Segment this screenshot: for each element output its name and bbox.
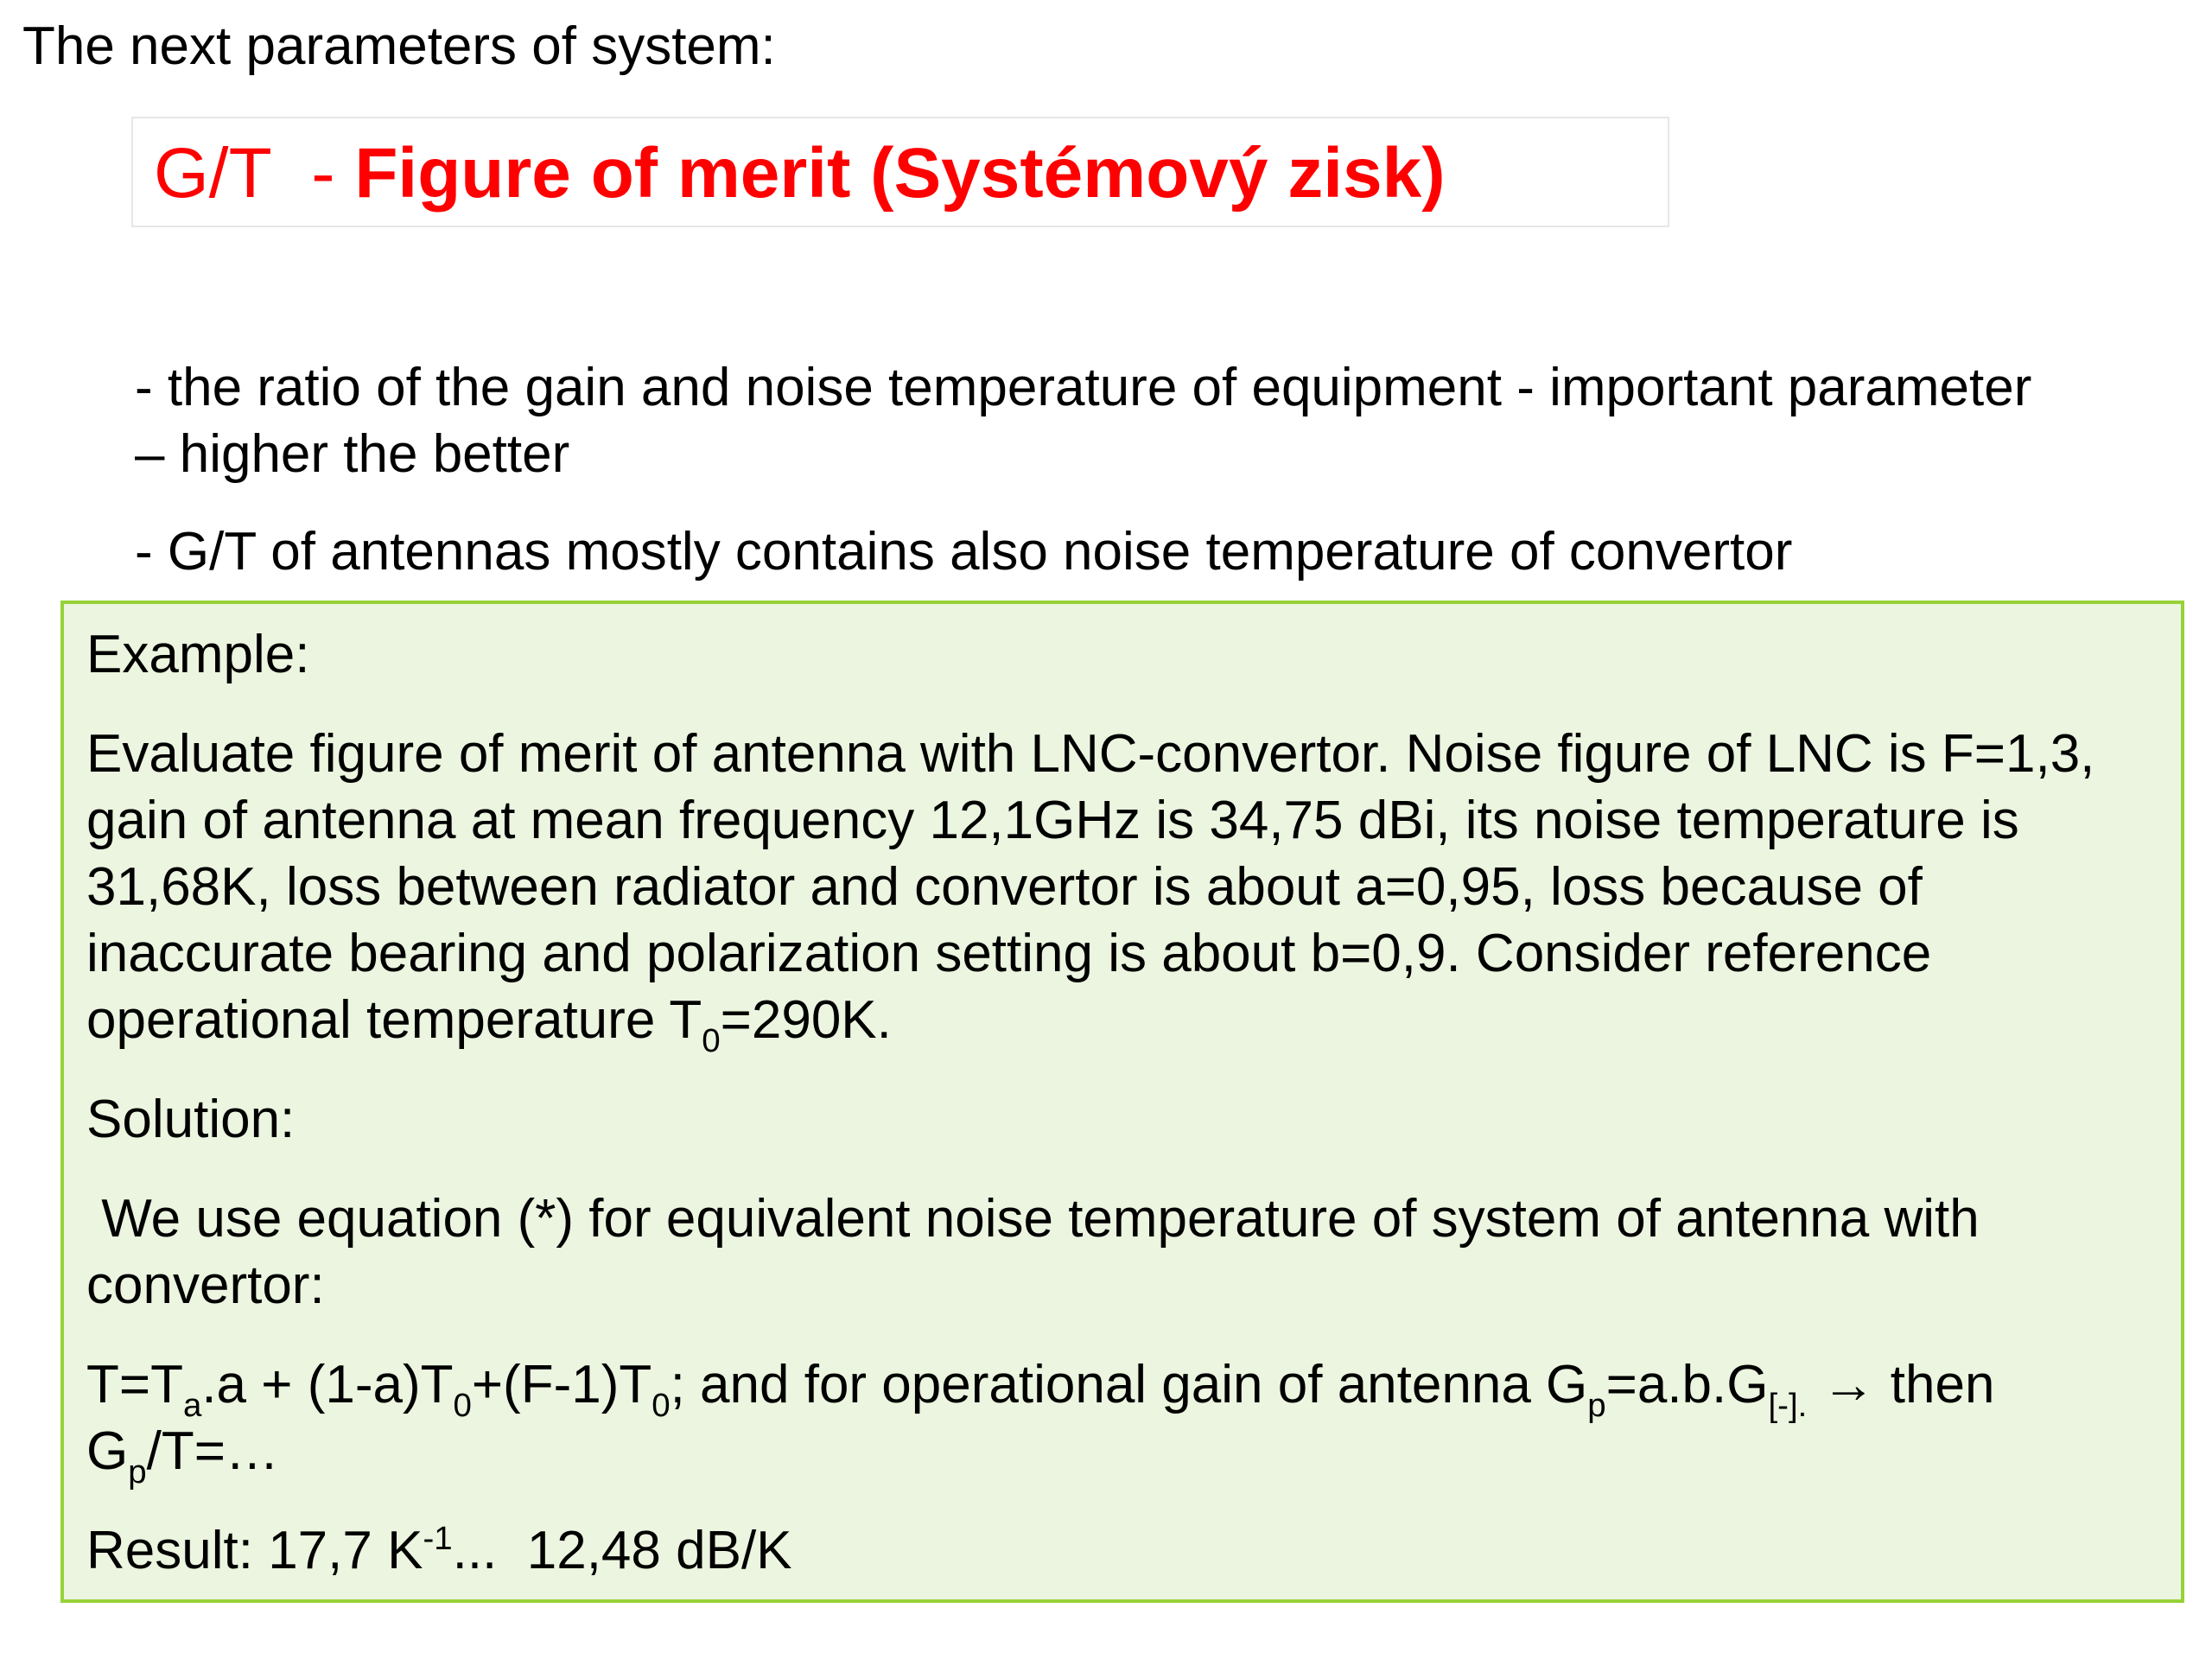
result-superscript: -1	[423, 1520, 453, 1557]
solution-label: Solution:	[86, 1090, 296, 1149]
bullet-list	[135, 354, 2036, 585]
title-box	[131, 117, 1669, 227]
eq-part: .a + (1-a)T	[201, 1355, 454, 1414]
eq-subscript: p	[128, 1453, 147, 1491]
example-label: Example:	[86, 625, 310, 684]
title-name: Figure of merit (Systémový zisk)	[354, 134, 1446, 213]
bullet-item: - G/T of antennas mostly contains also noise temperature of convertor	[135, 522, 1793, 582]
eq-subscript: p	[1587, 1387, 1606, 1424]
title-abbr: G/T	[154, 134, 272, 213]
slide-title	[154, 134, 1446, 213]
eq-subscript: [-].	[1768, 1387, 1808, 1424]
example-content	[86, 621, 2152, 1617]
eq-part: ; and for operational gain of antenna G	[670, 1355, 1588, 1414]
solution-text: We use equation (*) for equivalent noise temperature of system of antenna with convertor:	[86, 1189, 1994, 1315]
eq-subscript: 0	[453, 1387, 472, 1424]
problem-end: =290K.	[720, 990, 892, 1050]
result-label: Result: 17,7 K	[86, 1521, 423, 1580]
eq-part: /T=…	[146, 1421, 279, 1481]
eq-part: =a.b.G	[1605, 1355, 1769, 1414]
problem-text: Evaluate figure of merit of antenna with LNC-convertor. Noise figure of LNC is F=1,3, gain of antenna at mean frequency 12,1GHz is 34,75 dBi, its noise temperature is 31,68K, loss between radiator and convertor is about a=0,95, loss because of inaccurate bearing and polarization setting is about b=0,9. Consider reference operational temperature T	[86, 724, 2095, 1050]
example-problem	[86, 721, 2152, 1059]
eq-part: → then G	[86, 1355, 2010, 1481]
problem-subscript: 0	[702, 1022, 721, 1059]
eq-subscript: 0	[652, 1387, 671, 1424]
intro-text: The next parameters of system:	[22, 16, 776, 76]
example-box	[60, 601, 2184, 1603]
result	[86, 1517, 2152, 1584]
eq-part: T=T	[86, 1355, 183, 1414]
eq-subscript: a	[182, 1387, 202, 1424]
eq-part: +(F-1)T	[471, 1355, 652, 1414]
result-rest: ... 12,48 dB/K	[452, 1521, 792, 1580]
bullet-item: - the ratio of the gain and noise temperature of equipment - important parameter – higher the better	[135, 358, 2032, 484]
title-dash: -	[311, 134, 335, 213]
equation	[86, 1351, 2152, 1491]
